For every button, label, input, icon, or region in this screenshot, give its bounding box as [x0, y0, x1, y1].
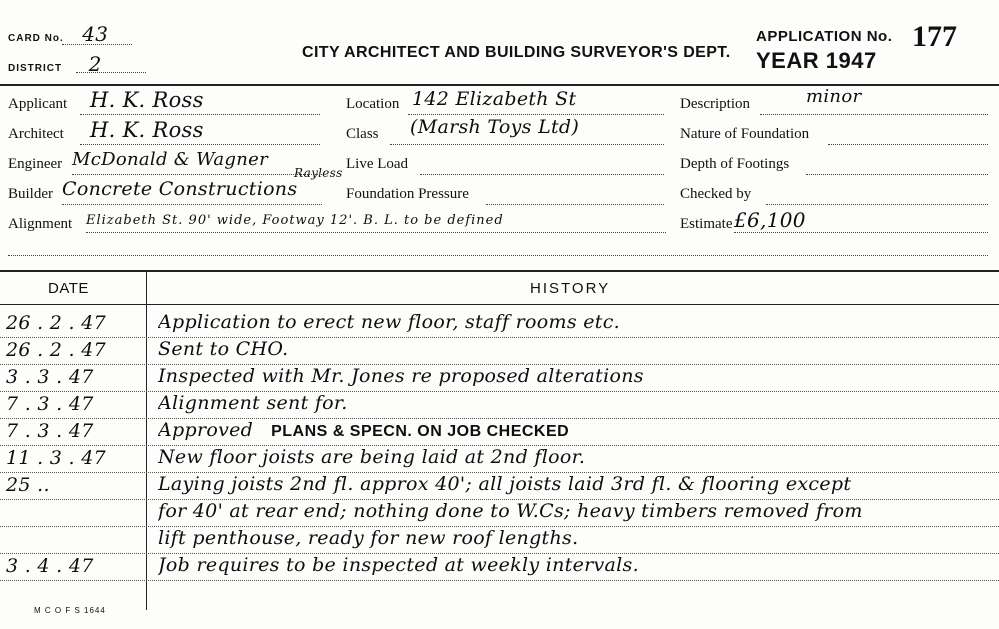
nature-line	[828, 144, 988, 145]
history-header: HISTORY	[530, 280, 611, 297]
department-title: CITY ARCHITECT AND BUILDING SURVEYOR'S DEPT.	[302, 44, 731, 61]
location-value: 142 Elizabeth St	[412, 88, 577, 110]
engineer-value: McDonald & Wagner	[72, 149, 268, 170]
applicant-value: H. K. Ross	[90, 88, 204, 112]
district-underline	[76, 72, 146, 73]
row-history	[158, 419, 988, 441]
engineer-line	[72, 174, 322, 175]
alignment-line-2	[8, 255, 988, 256]
description-label: Description	[680, 96, 750, 112]
row-history	[158, 554, 988, 576]
row-history	[158, 527, 988, 549]
table-row	[0, 445, 999, 473]
checked-label: Checked by	[680, 186, 752, 202]
architect-line	[80, 144, 320, 145]
class-label: Class	[346, 126, 379, 142]
architect-label: Architect	[8, 126, 64, 142]
table-header-rule	[0, 304, 999, 305]
table-row	[0, 499, 999, 527]
row-history-text: Approved	[158, 419, 254, 441]
row-date: 3 . 3 . 47	[6, 366, 94, 388]
table-row	[0, 526, 999, 554]
engineer-label: Engineer	[8, 156, 63, 172]
row-history-text: New floor joists are being laid at 2nd floor.	[158, 446, 586, 468]
row-history-text: Laying joists 2nd fl. approx 40'; all joists laid 3rd fl. & flooring except	[158, 473, 852, 495]
row-date: 11 . 3 . 47	[6, 447, 106, 469]
table-row	[0, 337, 999, 365]
row-history	[158, 473, 988, 495]
row-date: 25 ..	[6, 474, 50, 496]
row-rule	[0, 580, 999, 581]
date-header: DATE	[48, 280, 89, 297]
estimate-label: Estimate	[680, 216, 733, 232]
row-history-text: Inspected with Mr. Jones re proposed alterations	[158, 365, 644, 387]
table-row	[0, 553, 999, 581]
applicant-line	[80, 114, 320, 115]
table-row	[0, 310, 999, 338]
checked-line	[766, 204, 988, 205]
row-history	[158, 446, 988, 468]
location-line	[408, 114, 664, 115]
district-label: DISTRICT	[8, 63, 63, 74]
row-history-text: Job requires to be inspected at weekly intervals.	[158, 554, 639, 576]
row-history-text: Alignment sent for.	[158, 392, 348, 414]
class-value: (Marsh Toys Ltd)	[410, 116, 580, 138]
row-history-text: for 40' at rear end; nothing done to W.Cs; heavy timbers removed from	[158, 500, 863, 522]
nature-label: Nature of Foundation	[680, 126, 810, 142]
liveload-label: Live Load	[346, 156, 409, 172]
estimate-line	[734, 232, 988, 233]
card-label: CARD No.	[8, 33, 64, 44]
alignment-value: Elizabeth St. 90' wide, Footway 12'. B. L. to be defined	[86, 213, 504, 228]
row-history	[158, 500, 988, 522]
alignment-label: Alignment	[8, 216, 73, 232]
class-line	[390, 144, 664, 145]
description-value: minor	[806, 86, 862, 107]
alignment-line	[86, 232, 666, 233]
table-row	[0, 391, 999, 419]
row-history	[158, 365, 988, 387]
row-date: 3 . 4 . 47	[6, 555, 94, 577]
row-history-text: Application to erect new floor, staff rooms etc.	[158, 311, 620, 333]
table-row	[0, 418, 999, 446]
depth-line	[806, 174, 988, 175]
row-date: 26 . 2 . 47	[6, 312, 106, 334]
row-date: 7 . 3 . 47	[6, 393, 94, 415]
card-value: 43	[82, 22, 109, 46]
depth-label: Depth of Footings	[680, 156, 790, 172]
card-number	[8, 22, 138, 46]
description-line	[760, 114, 988, 115]
location-label: Location	[346, 96, 400, 112]
row-history	[158, 338, 988, 360]
table-row	[0, 472, 999, 500]
card-underline	[62, 44, 132, 45]
row-history-text: Sent to CHO.	[158, 338, 289, 360]
row-date: 26 . 2 . 47	[6, 339, 106, 361]
row-history-text: lift penthouse, ready for new roof lengths.	[158, 527, 579, 549]
foundation-pressure-line	[486, 204, 664, 205]
form-code: M C O F S 1644	[34, 606, 106, 615]
approval-stamp: PLANS & SPECN. ON JOB CHECKED	[271, 423, 570, 440]
builder-label: Builder	[8, 186, 53, 202]
applicant-label: Applicant	[8, 96, 68, 112]
foundation-pressure-label: Foundation Pressure	[346, 186, 469, 202]
application-number: 177	[912, 20, 957, 53]
row-history	[158, 392, 988, 414]
row-date: 7 . 3 . 47	[6, 420, 94, 442]
table-row	[0, 364, 999, 392]
application-label: APPLICATION No.	[756, 28, 893, 45]
row-history	[158, 311, 988, 333]
district-value: 2	[88, 52, 102, 76]
year-label: YEAR 1947	[756, 48, 877, 73]
engineer-note: Rayless	[294, 166, 343, 180]
builder-line	[62, 204, 322, 205]
architect-value: H. K. Ross	[90, 118, 204, 142]
table-top-rule	[0, 270, 999, 272]
builder-value: Concrete Constructions	[62, 178, 298, 200]
estimate-value: £6,100	[734, 208, 806, 232]
liveload-line	[420, 174, 664, 175]
